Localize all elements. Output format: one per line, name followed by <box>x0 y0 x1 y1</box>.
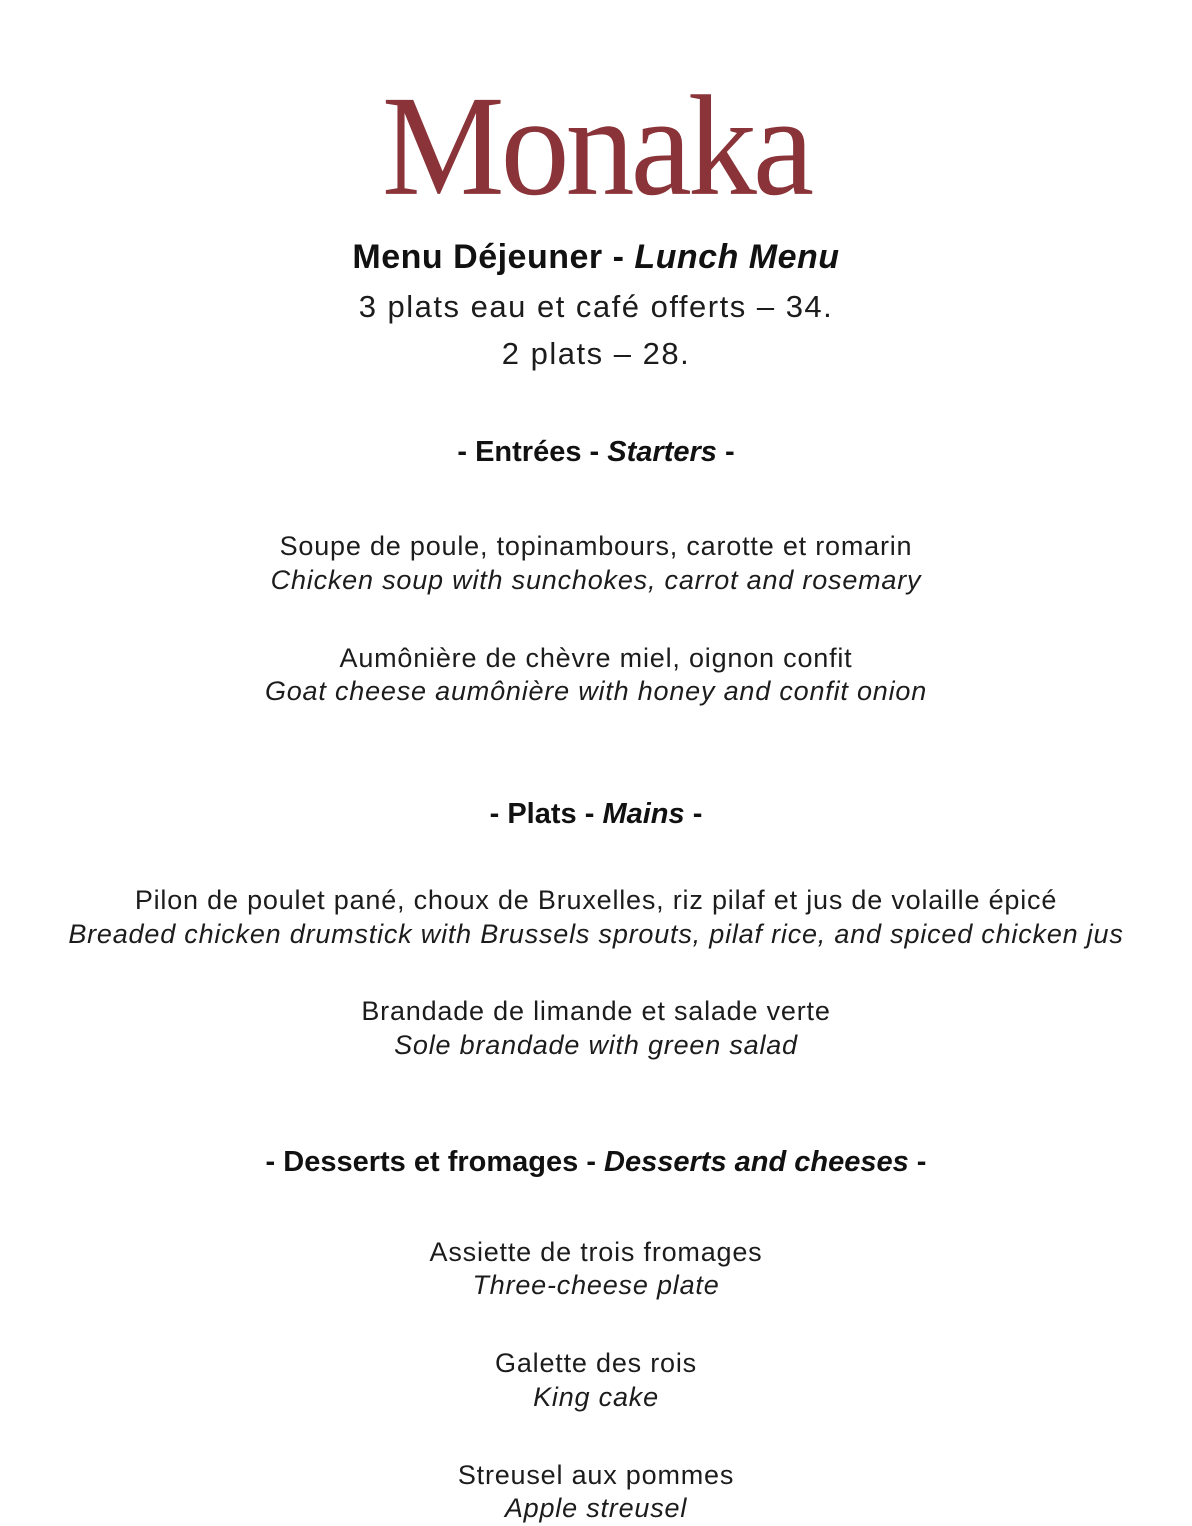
item-name-fr: Aumônière de chèvre miel, oignon confit <box>339 642 853 673</box>
heading-en: Mains <box>602 798 685 831</box>
heading-dash: - <box>489 798 500 831</box>
section-starters <box>0 435 1192 709</box>
menu-item <box>0 530 1192 598</box>
heading-en: Starters <box>607 436 717 469</box>
heading-dash: - <box>265 1145 276 1178</box>
offer-line-2: 2 plats – 28. <box>501 335 691 371</box>
item-name-en: King cake <box>533 1381 659 1412</box>
heading-fr: Entrées <box>475 436 582 469</box>
item-name-fr: Soupe de poule, topinambours, carotte et romarin <box>279 531 913 562</box>
item-name-fr: Streusel aux pommes <box>457 1459 735 1490</box>
section-items <box>0 530 1192 709</box>
menu-item <box>0 884 1192 952</box>
heading-en: Desserts and cheeses <box>604 1145 909 1178</box>
heading-dash: - <box>457 436 468 469</box>
restaurant-logo: Monaka <box>381 65 811 226</box>
item-name-fr: Galette des rois <box>495 1348 697 1379</box>
item-name-en: Apple streusel <box>504 1493 688 1524</box>
heading-fr: Desserts et fromages <box>283 1145 579 1178</box>
heading-dash: - <box>589 436 600 469</box>
section-mains <box>0 797 1192 1063</box>
item-name-en: Sole brandade with green salad <box>394 1030 798 1061</box>
section-items <box>0 884 1192 1063</box>
heading-dash: - <box>584 798 595 831</box>
menu-item <box>0 1347 1192 1415</box>
item-name-fr: Pilon de poulet pané, choux de Bruxelles, riz pilaf et jus de volaille épicé <box>134 884 1058 915</box>
section-heading-desserts <box>0 1145 1192 1180</box>
menu-title-separator: - <box>612 237 625 276</box>
offer-line-1: 3 plats eau et café offerts – 34. <box>358 289 834 325</box>
section-desserts <box>0 1145 1192 1526</box>
heading-dash: - <box>724 436 735 469</box>
item-name-en: Three-cheese plate <box>472 1270 720 1301</box>
item-name-fr: Assiette de trois fromages <box>429 1236 763 1267</box>
item-name-en: Goat cheese aumônière with honey and confit onion <box>264 676 928 707</box>
heading-dash: - <box>586 1145 596 1178</box>
heading-fr: Plats <box>507 798 577 831</box>
menu-item <box>0 1459 1192 1526</box>
menu-item <box>0 995 1192 1063</box>
menu-title <box>0 236 1192 279</box>
heading-dash: - <box>692 798 703 831</box>
menu-item <box>0 1236 1192 1304</box>
menu-title-en: Lunch Menu <box>634 237 840 276</box>
section-heading-starters <box>0 435 1192 470</box>
heading-dash: - <box>916 1145 927 1178</box>
item-name-fr: Brandade de limande et salade verte <box>361 996 831 1027</box>
menu-item <box>0 642 1192 710</box>
section-items <box>0 1236 1192 1526</box>
menu-title-fr: Menu Déjeuner <box>352 237 603 276</box>
item-name-en: Breaded chicken drumstick with Brussels sprouts, pilaf rice, and spiced chicken jus <box>68 918 1124 949</box>
item-name-en: Chicken soup with sunchokes, carrot and rosemary <box>270 564 922 595</box>
section-heading-mains <box>0 797 1192 832</box>
